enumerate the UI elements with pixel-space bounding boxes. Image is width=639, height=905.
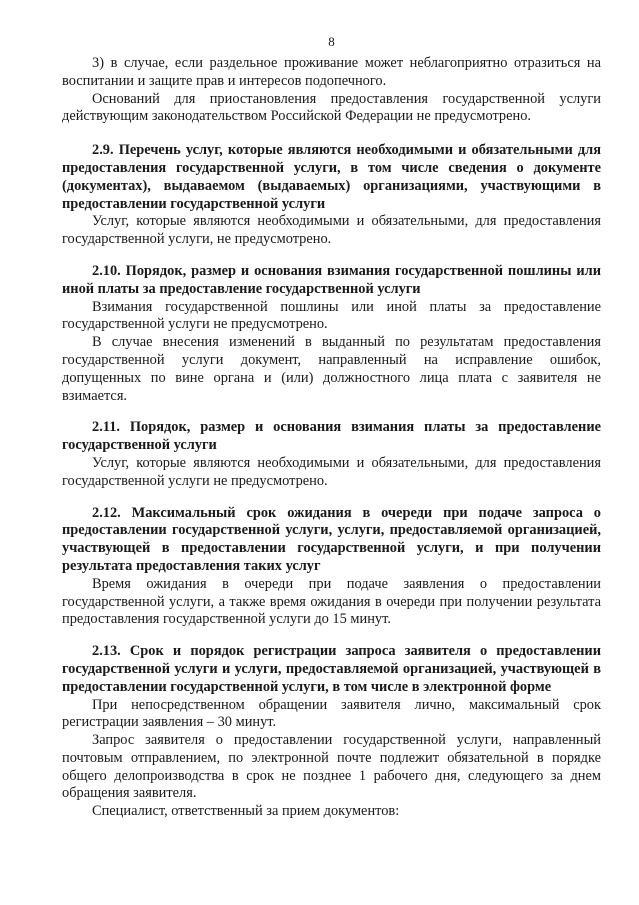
section-2-13-body-3: Специалист, ответственный за прием документов: xyxy=(92,803,400,820)
paragraph-item-3: 3) в случае, если раздельное проживание может неблагоприятно отразиться на воспитании и защите прав и интересов подопечного. xyxy=(62,55,601,89)
section-2-9-heading: 2.9. Перечень услуг, которые являются необходимыми и обязательными для предоставления государственной услуги, в том числе сведения о документе (документах), выдаваемом (выдаваемых) организациями, участвующими в предоставлении государственной услуги xyxy=(62,142,601,212)
section-2-9-body: Услуг, которые являются необходимыми и обязательными, для предоставления государственной услуги, не предусмотрено. xyxy=(62,213,601,248)
section-2-10-body-1: Взимания государственной пошлины или иной платы за предоставление государственной услуги не предусмотрено. xyxy=(62,298,601,333)
section-2-13-body-2: Запрос заявителя о предоставлении государственной услуги, направленный почтовым отправлением, по электронной почте подлежит обязательной в порядке общего делопроизводства в срок не позднее 1 рабочего дня, следующего за днем обращения заявителя. xyxy=(62,732,601,802)
section-2-12-body: Время ожидания в очереди при подаче заявления о предоставлении государственной услуги, а также время ожидания в очереди при получении результата предоставления государственной услуги до 15 минут. xyxy=(62,575,601,628)
section-2-10-body-2: В случае внесения изменений в выданный по результатам предоставления государственной услуги документ, направленный на исправление ошибок, допущенных по вине органа и (или) должностного лица плата с заявителя не взимается. xyxy=(62,334,601,404)
page-number: 8 xyxy=(328,34,335,49)
section-2-12-heading: 2.12. Максимальный срок ожидания в очереди при подаче запроса о предоставлении государственной услуги, услуги, предоставляемой организацией, участвующей в предоставлении государственной услуги, и при получении результата предоставления таких услуг xyxy=(62,504,601,574)
section-2-11-heading: 2.11. Порядок, размер и основания взимания платы за предоставление государственной услуги xyxy=(62,419,601,454)
section-2-10-heading: 2.10. Порядок, размер и основания взимания государственной пошлины или иной платы за предоставление государственной услуги xyxy=(62,262,601,297)
section-2-13-heading: 2.13. Срок и порядок регистрации запроса заявителя о предоставлении государственной услуги и услуги, предоставляемой организацией, участвующей в предоставлении государственной услуги, в том числе в электронной форме xyxy=(62,643,601,695)
section-2-13-body-1: При непосредственном обращении заявителя лично, максимальный срок регистрации заявления – 30 минут. xyxy=(62,696,601,731)
section-2-11-body: Услуг, которые являются необходимыми и обязательными, для предоставления государственной услуги не предусмотрено. xyxy=(62,454,601,489)
paragraph-no-suspension: Оснований для приостановления предоставления государственной услуги действующим законодательством Российской Федерации не предусмотрено. xyxy=(62,90,601,125)
